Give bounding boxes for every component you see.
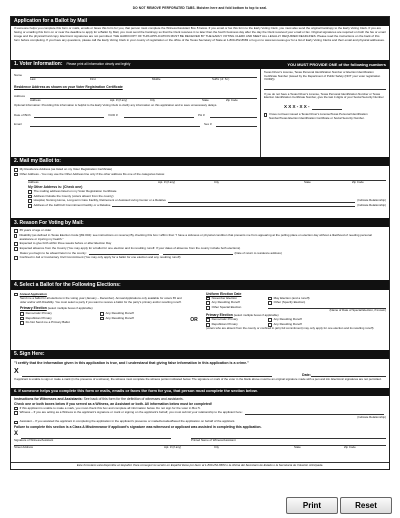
signature-date-field[interactable]	[311, 370, 386, 377]
first-label: First	[90, 76, 96, 81]
primary2-runoff-0: Any Resulting Runoff	[273, 317, 302, 322]
license-number-field[interactable]	[264, 83, 386, 90]
reason-1: 65 years of age or older	[19, 228, 52, 233]
addr-label: Address	[30, 97, 41, 102]
form-title: Application for a Ballot by Mail	[11, 17, 389, 26]
primary2-runoff-1: Any Resulting Runoff	[273, 321, 302, 326]
annual-application-checkbox[interactable]	[14, 293, 18, 297]
s6-apt-label: Apt. # (if any)	[164, 445, 182, 450]
s2-city-label: City	[214, 180, 219, 185]
annual-title: Annual Application	[19, 291, 47, 296]
residence-header: Residence Address as shown on your Voter Registration Certificate	[14, 84, 123, 89]
uniform-runoff-checkbox[interactable]	[206, 301, 210, 305]
zip-label: Zip Code	[226, 97, 238, 102]
section-6-header	[11, 388, 389, 396]
reason-2: Disability (as defined in Texas Election Code §82.002): see instructions on reverse) By checking this box I affirm that: "I have a sickness or physical condition that prevents me from appearing at the polling place on election day without a likelihood of needing personal assistance or injuring my health."	[19, 232, 372, 241]
annual-runoff-1-checkbox[interactable]	[100, 312, 104, 316]
primary2-opt-1: Republican Primary	[211, 321, 238, 326]
dob-field[interactable]	[34, 111, 104, 118]
other-option-1: The mailing address listed on my Voter Registration Certificate	[33, 189, 117, 194]
other-1-checkbox[interactable]	[28, 190, 32, 194]
voter-signature-field[interactable]	[22, 370, 272, 377]
reason-birth-checkbox[interactable]	[14, 242, 18, 246]
other-option-4: Address of the Jail/Civil Commitment Facility or a Relative	[33, 202, 111, 207]
other-3-right: (Indicate Relationship)	[357, 198, 386, 203]
reason-5: Confined in Jail or Involuntary Civil Commitment (You may only apply for a ballot for one election and any resulting runoff)	[19, 255, 181, 260]
instructions-text: See back of this form for the definition of witnesses and assistants.	[83, 397, 184, 402]
may-election-checkbox[interactable]	[268, 297, 272, 301]
witness-checkbox[interactable]	[14, 411, 18, 415]
s2-addr-label: Address	[28, 180, 39, 185]
failure-text: Failure to complete this section is a Class A Misdemeanor if applicant's signature was witnessed or applicant was assisted in completing this application.	[14, 425, 262, 430]
s6-street-label: Street Address	[14, 445, 33, 450]
other-election-checkbox[interactable]	[268, 301, 272, 305]
annual-republican-checkbox[interactable]	[20, 317, 24, 321]
residence-address-checkbox[interactable]	[14, 168, 18, 172]
sex-field[interactable]	[216, 120, 257, 127]
check-text: Check one or both boxes below if you served as a Witness, an Assistant or both. All information below must be completed!	[14, 401, 213, 406]
section-5-title: 5. Sign Here:	[14, 351, 45, 358]
date-label: Date:	[302, 372, 311, 377]
id-text-3: I have not been issued a Texas Driver's License/Texas Personal Identification Number/Texas Election Identification Certificate or Social Security Number.	[268, 112, 368, 120]
relationship-field-2[interactable]	[112, 204, 355, 207]
section-5-body	[11, 359, 389, 388]
primary-runoff-1-checkbox[interactable]	[268, 318, 272, 322]
reason-disability-checkbox[interactable]	[14, 234, 17, 238]
mail-option-2: Other Address - You may use the Other Address line only if the other address fits one of the categories below.	[19, 171, 165, 176]
ballot-application-page	[10, 6, 390, 470]
ph-label: PH #	[198, 113, 205, 118]
top-notice: DO NOT REMOVE PERFORATED TABS. Moisten here and fold bottom to top to seal.	[132, 6, 268, 10]
form-frame	[10, 16, 390, 470]
email-field[interactable]	[30, 120, 200, 127]
section-5-note: If applicant is unable to sign or make a mark (in the presence of a witness), the witness must complete the witness portion indicated below. The signature or mark of the voter in the blank above must be an original signature made with a pen and ink. Electronic signatures are not permitted.	[14, 377, 382, 382]
assistant-checkbox[interactable]	[14, 421, 18, 425]
annual-application-col	[14, 292, 182, 348]
other-address-checkbox[interactable]	[14, 173, 18, 177]
section-6-title: 6. If someone helps you complete this form or mails, emails or faxes the form for you, that person must complete the section below.	[14, 388, 258, 394]
section-4-header	[11, 280, 389, 289]
section-1-body	[11, 69, 389, 157]
primary-hint: (select multiple boxes if applicable)	[47, 306, 93, 311]
reason-4b: Dates you begin to be absent/return to the county:	[20, 250, 87, 255]
section-2-title: 2. Mail my Ballot to:	[14, 158, 61, 165]
november-checkbox[interactable]	[206, 297, 210, 301]
section-3-header	[11, 218, 389, 227]
s2-state-label: State	[304, 180, 311, 185]
uniform-title: Uniform Election Date	[206, 291, 242, 296]
instructions-title: Instructions for Witnesses and Assistants:	[14, 397, 83, 402]
witness-printed-label: Printed Name of Witness/Assistant	[191, 437, 236, 442]
other-option-3: Hospital, Nursing Home, Long-term Care Facility, Retirement or Assisted Living Center or a Relative	[33, 198, 166, 203]
primary2-opt-0: Democratic Primary	[211, 317, 238, 322]
section-5-header	[11, 350, 389, 359]
annual-runoff-0: Any Resulting Runoff	[105, 310, 134, 315]
section-2-body	[11, 166, 389, 218]
s2-zip-label: Zip Code	[352, 180, 364, 185]
reset-button[interactable]: Reset	[340, 497, 392, 514]
primary-democratic-checkbox[interactable]	[206, 318, 210, 322]
apt-label: Apt. # (if any)	[110, 97, 128, 102]
dob-label: Date of Birth	[14, 113, 31, 118]
s6-zip-label: Zip Code	[344, 445, 356, 450]
ssn-mask: X X X - X X -	[284, 104, 310, 110]
s6-city-label: City	[214, 445, 219, 450]
no-id-checkbox[interactable]	[264, 113, 267, 117]
section-3-body	[11, 227, 389, 280]
voter-id-right	[261, 69, 389, 157]
or-label: OR	[190, 316, 198, 323]
section-6-body	[11, 396, 389, 462]
suffix-label: Suffix (Jr. Sr.)	[212, 76, 230, 81]
other-4-checkbox[interactable]	[28, 204, 32, 208]
uniform-right-0: May Election (and a runoff)	[273, 295, 310, 300]
section-1-title: 1. Voter Information:	[14, 61, 63, 68]
sex-label: Sex #	[204, 122, 212, 127]
uniform-election-col	[206, 292, 386, 348]
reason-3: Expected to give birth within three weeks before or after Election Day	[19, 241, 112, 246]
reason-jail-checkbox[interactable]	[14, 256, 18, 260]
residence-address-field[interactable]	[30, 92, 257, 99]
s2-apt-label: Apt. # (if any)	[158, 180, 176, 185]
special-election-checkbox[interactable]	[206, 306, 210, 310]
uniform-opt-0: November Election	[211, 295, 237, 300]
other-option-2: Address Outside the County (voters absent from the county)	[33, 193, 114, 198]
s6-opt-2: Witness – If you are acting as a Witness to the applicant's signature or mark or signing on the applicant's behalf, you must submit your relationship to the applicant here:	[19, 410, 243, 415]
ssn-last4-field[interactable]	[312, 103, 342, 110]
section-4-note: (voters who are absent from the county or confined in jail (civil commitment) may only apply for one election and its resulting runoff)	[206, 326, 374, 331]
unable-mark-checkbox[interactable]	[14, 407, 18, 411]
state-label: State	[202, 97, 209, 102]
witness-sig-label: Signature of Witness/Assistant	[14, 437, 54, 442]
primary2-hint: (select multiple boxes if applicable)	[233, 312, 279, 317]
last-label: Last	[30, 76, 36, 81]
print-button[interactable]: Print	[286, 497, 338, 514]
vuid-field[interactable]	[124, 111, 194, 118]
annual-democratic-checkbox[interactable]	[20, 312, 24, 316]
s6-opt-3: Assistant – If you assisted the applicant in completing the application in the applicant's presence or mailed/emailed/faxed the application on behalf of the applicant.	[19, 419, 236, 424]
uniform-right-1: Other (Specify Election)	[273, 300, 306, 305]
optional-info: Optional Information: Providing this information is helpful to the Early Voting Clerk to clarify any information on this application and to save unnecessary delays.	[14, 103, 218, 108]
section-1-right-title: YOU MUST PROVIDE ONE of the following numbers	[287, 61, 386, 67]
section-4-body	[11, 290, 389, 350]
other-3-checkbox[interactable]	[28, 199, 32, 203]
reason-65-checkbox[interactable]	[14, 229, 18, 233]
annual-runoff-1: Any Resulting Runoff	[105, 315, 134, 320]
vuid-label: VUID #	[108, 113, 118, 118]
primary-title: Primary Election	[20, 306, 47, 311]
reason-absence-checkbox[interactable]	[14, 247, 18, 251]
uniform-opt-1: Any Resulting Runoff	[211, 300, 240, 305]
signature-mark: X	[14, 368, 19, 376]
phone-field[interactable]	[210, 111, 257, 118]
annual-no-primary-checkbox[interactable]	[20, 321, 24, 325]
other-address-header: My Other Address is: (Check one)	[28, 184, 83, 189]
section-3-title: 3. Reason For Voting by Mail:	[14, 219, 84, 226]
annual-primary-opt-1: Republican Primary	[25, 315, 52, 320]
section-1-subtitle: Please print all information clearly and legibly	[66, 62, 131, 67]
middle-label: Middle	[152, 76, 161, 81]
section-2-header	[11, 157, 389, 166]
city-label: City	[150, 97, 155, 102]
annual-primary-opt-0: Democratic Primary	[25, 310, 52, 315]
email-label: Email	[14, 122, 22, 127]
annual-runoff-2-checkbox[interactable]	[100, 317, 104, 321]
address-label: Address	[14, 94, 26, 98]
section-4-title: 4. Select a Ballot for the Following Elections:	[14, 281, 121, 288]
witness-signature-mark: X	[14, 431, 19, 438]
annual-text: Send me a ballot for all elections in the voting year (January – December). Annual Applications only available for voters 65 and older and/or with Disability. You must select a party if you want to receive a ballot for the party's primary and/or resulting runoff.	[20, 296, 182, 304]
other-name-hint: (Name of Date of Special Election, if known)	[329, 308, 386, 313]
form-instructions: If someone helps you complete this form or mails, emails or faxes this form for you, that person must complete the Witness/Assistant Box 8 below. If you email or fax this form to the Early Voting Clerk, you must also send the original hardcopy to the Early Voting Clerk. If you are faxing or emailing this form on or near the deadline to apply for a Ballot by Mail, you must send the hardcopy so that the Clerk receives it no later than the fourth business day after the day the Clerk received your email or fax. Original signatures are required on both the fax or email image and the physical hard copy. Electronic signatures are not permitted. THE HARDCOPY OF THIS APPLICATION MUST BE RECEIVED BY THE EARLY VOTING CLERK AND MEET ALL LEGALLY REQUIRED DEADLINES. Please read the instructions on the back of this form before completing. If you have any questions, please call the Early Voting Clerk in your county of registration or the office of the Texas Secretary of State at 1-800-252-8683 or log on to www.sos.texas.gov for a list of Early Voting Clerks and their email and physical addresses.	[14, 26, 386, 42]
mail-option-1: My Residence Address (as listed on my Voter Registration Certificate)	[19, 167, 113, 172]
id-text-2: If you do not have a Texas Driver's License, Texas Personal Identification Number or Texas Election Identification Certificate Number, give the last 4 digits of your Social Security Number	[264, 91, 384, 100]
certification-text: "I certify that the information given in this application is true, and I understand that giving false information in this application is a crime."	[14, 360, 249, 365]
annual-primary-opt-2: Do Not Send me a Primary Ballot	[25, 320, 70, 325]
section-1-header	[11, 60, 389, 69]
uniform-opt-2: Other Special Election	[211, 305, 242, 310]
s6-state-label: State	[294, 445, 301, 450]
spanish-footer: Este formulario está disponible en Español. Para conseguir la versión en Español llame por favor al 1-800-252-8683 o la oficina del Secretario de Estado o la Secretaría de Votación Anticipada.	[11, 462, 389, 470]
name-label: Name	[14, 73, 23, 78]
reason-4b-right: (Date of return to residence address)	[234, 250, 282, 255]
other-2-checkbox[interactable]	[28, 195, 32, 199]
s6-opt-1: If this applicant is unable to make a mark, you must check this box and complete all information below. Do not sign for the voter in Box 5.	[19, 405, 201, 410]
s6-opt-2-right: (Indicate Relationship)	[357, 414, 386, 419]
relationship-field-1[interactable]	[168, 200, 355, 203]
other-4-right: (Indicate Relationship)	[357, 203, 386, 208]
or-divider	[182, 292, 206, 348]
id-text-1: Texas Driver's License, Texas Personal Identification Number or Election Identification Certificate Number (issued by the Department of Public Safety (NOT your voter registration VUID#))	[264, 69, 381, 82]
primary2-title: Primary Election	[206, 312, 233, 317]
voter-info-left	[11, 69, 261, 157]
reason-4: Expected absence from the County (You may apply for a ballot for one election and its resulting runoff. If your dates of absence from the county include both elections)	[19, 245, 241, 250]
